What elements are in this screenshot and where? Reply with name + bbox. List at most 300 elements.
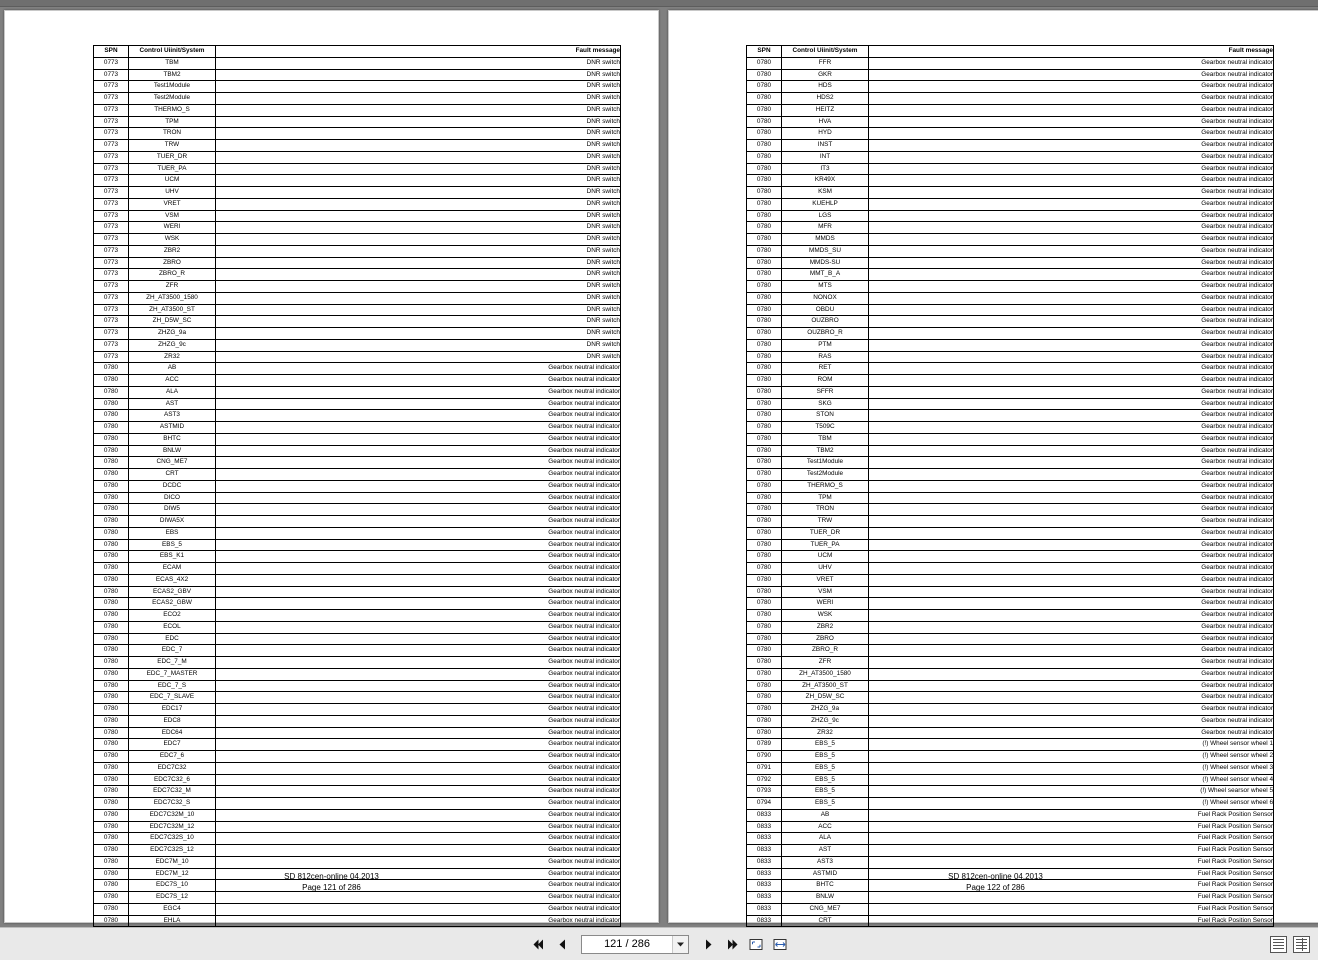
cell-fault-message: (!) Wheel sensor wheel 3 [869,762,1274,774]
table-row [747,234,1274,246]
cell-fault-message: Gearbox neutral indicator [216,680,621,692]
cell-control-unit: EDC64 [129,727,216,739]
cell-fault-message: Gearbox neutral indicator [869,610,1274,622]
table-row [94,798,621,810]
table-row [747,798,1274,810]
cell-control-unit: EDC7S_10 [129,880,216,892]
cell-spn: 0780 [747,445,782,457]
cell-fault-message: Gearbox neutral indicator [869,128,1274,140]
cell-control-unit: VRET [129,198,216,210]
cell-control-unit: TUER_PA [129,163,216,175]
first-page-button[interactable] [529,935,547,953]
cell-spn: 0780 [747,363,782,375]
header-control-unit: Control Uiinit/System [129,46,216,58]
cell-spn: 0780 [747,398,782,410]
cell-fault-message: Gearbox neutral indicator [869,410,1274,422]
table-header-row [94,46,621,58]
cell-control-unit: INST [782,140,869,152]
cell-fault-message: Gearbox neutral indicator [869,621,1274,633]
table-row [94,856,621,868]
cell-spn: 0780 [747,257,782,269]
cell-spn: 0780 [747,245,782,257]
cell-fault-message: Gearbox neutral indicator [216,480,621,492]
table-row [94,198,621,210]
cell-spn: 0780 [94,880,129,892]
cell-control-unit: ZHZG_9c [129,339,216,351]
cell-fault-message: DNR switch [216,304,621,316]
next-page-button[interactable] [699,935,717,953]
fit-width-icon [773,938,788,951]
cell-fault-message: Fuel Rack Position Sensor [869,809,1274,821]
cell-spn: 0780 [747,680,782,692]
table-row [94,539,621,551]
cell-fault-message: Gearbox neutral indicator [869,680,1274,692]
cell-spn: 0780 [94,798,129,810]
table-row [94,774,621,786]
table-row [94,175,621,187]
cell-control-unit: ZHZG_9c [782,715,869,727]
cell-control-unit: ZH_AT3500_1580 [129,292,216,304]
table-row [747,668,1274,680]
cell-spn: 0780 [747,163,782,175]
cell-control-unit: GKR [782,69,869,81]
cell-fault-message: DNR switch [216,257,621,269]
cell-spn: 0773 [94,57,129,69]
cell-spn: 0780 [747,645,782,657]
table-row [94,704,621,716]
fault-table-right [746,45,1274,951]
table-row [747,903,1274,915]
fault-table-left-wrapper [93,45,621,951]
cell-spn: 0780 [94,610,129,622]
table-row [747,422,1274,434]
table-row [94,586,621,598]
table-row [747,621,1274,633]
cell-control-unit: EHLA [129,915,216,927]
cell-spn: 0780 [94,704,129,716]
table-row [94,93,621,105]
cell-fault-message: Fuel Rack Position Sensor [869,880,1274,892]
cell-spn: 0780 [747,598,782,610]
cell-fault-message: Gearbox neutral indicator [869,116,1274,128]
cell-control-unit: ZBRO_R [129,269,216,281]
cell-fault-message: DNR switch [216,210,621,222]
cell-spn: 0780 [747,668,782,680]
cell-control-unit: MTS [782,281,869,293]
table-row [747,915,1274,927]
cell-fault-message: Gearbox neutral indicator [216,633,621,645]
cell-spn: 0780 [747,269,782,281]
cell-fault-message: Gearbox neutral indicator [869,245,1274,257]
table-row [94,657,621,669]
table-row [747,821,1274,833]
page-right-footer [669,872,1318,894]
cell-control-unit: EBS [129,527,216,539]
cell-fault-message: Gearbox neutral indicator [869,527,1274,539]
cell-fault-message: Gearbox neutral indicator [869,351,1274,363]
cell-control-unit: EDC7M_12 [129,868,216,880]
cell-spn: 0780 [94,645,129,657]
cell-control-unit: KSM [782,187,869,199]
table-row [94,304,621,316]
cell-spn: 0780 [747,492,782,504]
cell-control-unit: Test1Module [782,457,869,469]
table-row [94,469,621,481]
cell-control-unit: TRON [129,128,216,140]
cell-spn: 0780 [747,410,782,422]
cell-fault-message: Fuel Rack Position Sensor [869,868,1274,880]
cell-fault-message: Gearbox neutral indicator [216,892,621,904]
cell-control-unit: EDC [129,633,216,645]
table-row [94,222,621,234]
cell-fault-message: Gearbox neutral indicator [216,845,621,857]
page-dropdown-button[interactable] [672,936,688,953]
cell-fault-message: DNR switch [216,140,621,152]
table-row [94,351,621,363]
cell-control-unit: EDC7_6 [129,751,216,763]
cell-spn: 0833 [747,821,782,833]
dual-page-view-icon[interactable] [1293,936,1310,953]
table-row [747,457,1274,469]
table-row [94,516,621,528]
cell-fault-message: Gearbox neutral indicator [869,339,1274,351]
cell-control-unit: EBS_5 [782,762,869,774]
cell-fault-message: DNR switch [216,187,621,199]
cell-spn: 0780 [747,93,782,105]
cell-spn: 0780 [94,445,129,457]
cell-fault-message: Gearbox neutral indicator [216,692,621,704]
table-row [747,598,1274,610]
cell-fault-message: Gearbox neutral indicator [216,433,621,445]
cell-control-unit: ACC [129,375,216,387]
cell-spn: 0780 [747,563,782,575]
cell-control-unit: EDC7C32_M [129,786,216,798]
cell-spn: 0780 [747,175,782,187]
cell-fault-message: DNR switch [216,128,621,140]
cell-control-unit: EDC7M_10 [129,856,216,868]
table-row [747,786,1274,798]
page-number-box[interactable] [581,935,689,954]
cell-fault-message: DNR switch [216,245,621,257]
cell-spn: 0773 [94,281,129,293]
cell-fault-message: DNR switch [216,93,621,105]
cell-spn: 0773 [94,104,129,116]
cell-spn: 0780 [747,457,782,469]
cell-control-unit: EDC_7_SLAVE [129,692,216,704]
cell-control-unit: EDC17 [129,704,216,716]
cell-control-unit: ZH_AT3500_1580 [782,668,869,680]
cell-spn: 0780 [94,539,129,551]
cell-spn: 0780 [747,304,782,316]
table-row [747,375,1274,387]
cell-spn: 0780 [94,398,129,410]
table-row [94,328,621,340]
cell-fault-message: Gearbox neutral indicator [869,586,1274,598]
cell-fault-message: Gearbox neutral indicator [869,551,1274,563]
table-row [94,375,621,387]
table-row [747,210,1274,222]
table-row [94,645,621,657]
table-row [94,751,621,763]
cell-control-unit: ECAS2_GBW [129,598,216,610]
cell-fault-message: Gearbox neutral indicator [216,386,621,398]
cell-control-unit: HEITZ [782,104,869,116]
cell-spn: 0780 [94,786,129,798]
cell-control-unit: ZBR2 [782,621,869,633]
cell-control-unit: AST [782,845,869,857]
cell-fault-message: DNR switch [216,81,621,93]
cell-fault-message: (!) Wheel sensor wheel 2 [869,751,1274,763]
cell-control-unit: ZBRO_R [782,645,869,657]
cell-spn: 0780 [747,187,782,199]
cell-fault-message: Gearbox neutral indicator [216,833,621,845]
cell-control-unit: TUER_DR [782,527,869,539]
footer-doc-id: SD 812cen-online 04.2013 [284,872,379,882]
cell-spn: 0780 [747,128,782,140]
cell-control-unit: VSM [782,586,869,598]
table-row [747,445,1274,457]
cell-fault-message: DNR switch [216,57,621,69]
cell-control-unit: TBM [129,57,216,69]
table-row [747,610,1274,622]
pdf-page-right[interactable] [668,10,1318,923]
cell-fault-message: Gearbox neutral indicator [216,586,621,598]
cell-fault-message: Gearbox neutral indicator [869,539,1274,551]
cell-spn: 0780 [747,57,782,69]
table-row [94,680,621,692]
table-row [94,762,621,774]
fit-page-icon [749,938,764,951]
cell-spn: 0780 [747,386,782,398]
table-row [94,480,621,492]
single-page-view-icon[interactable] [1270,936,1287,953]
cell-spn: 0780 [747,527,782,539]
cell-control-unit: THERMO_S [782,480,869,492]
table-row [747,516,1274,528]
cell-control-unit: SKG [782,398,869,410]
cell-spn: 0780 [747,222,782,234]
cell-fault-message: Gearbox neutral indicator [869,363,1274,375]
cell-fault-message: Gearbox neutral indicator [869,187,1274,199]
table-row [94,104,621,116]
table-row [94,551,621,563]
table-row [94,187,621,199]
cell-fault-message: Gearbox neutral indicator [869,104,1274,116]
cell-fault-message: Gearbox neutral indicator [216,375,621,387]
cell-fault-message: DNR switch [216,281,621,293]
cell-spn: 0780 [747,328,782,340]
cell-fault-message: Gearbox neutral indicator [869,574,1274,586]
table-row [747,140,1274,152]
table-row [747,163,1274,175]
cell-fault-message: Gearbox neutral indicator [216,762,621,774]
cell-spn: 0773 [94,163,129,175]
table-row [747,328,1274,340]
cell-spn: 0793 [747,786,782,798]
cell-control-unit: ECAM [129,563,216,575]
cell-control-unit: EDC7C32M_10 [129,809,216,821]
cell-control-unit: LGS [782,210,869,222]
cell-control-unit: CRT [782,915,869,927]
table-row [747,93,1274,105]
cell-spn: 0780 [94,504,129,516]
cell-spn: 0780 [94,692,129,704]
table-row [94,257,621,269]
cell-fault-message: Gearbox neutral indicator [216,856,621,868]
cell-control-unit: EBS_5 [782,798,869,810]
cell-fault-message: Gearbox neutral indicator [216,798,621,810]
cell-spn: 0833 [747,868,782,880]
cell-spn: 0773 [94,269,129,281]
table-row [94,151,621,163]
table-row [94,739,621,751]
pdf-page-left[interactable] [4,10,659,923]
cell-control-unit: MMDS [782,234,869,246]
cell-fault-message: Gearbox neutral indicator [216,398,621,410]
cell-spn: 0780 [94,386,129,398]
cell-fault-message: Gearbox neutral indicator [869,69,1274,81]
cell-fault-message: DNR switch [216,316,621,328]
cell-control-unit: KR49X [782,175,869,187]
table-row [747,398,1274,410]
cell-fault-message: Gearbox neutral indicator [216,715,621,727]
cell-fault-message: Gearbox neutral indicator [869,151,1274,163]
cell-control-unit: EDC7S_12 [129,892,216,904]
table-row [747,269,1274,281]
table-row [747,856,1274,868]
cell-spn: 0780 [94,727,129,739]
cell-fault-message: Gearbox neutral indicator [216,457,621,469]
cell-spn: 0780 [94,492,129,504]
table-row [747,774,1274,786]
previous-page-button[interactable] [553,935,571,953]
cell-spn: 0780 [747,351,782,363]
table-row [747,727,1274,739]
cell-spn: 0780 [94,433,129,445]
cell-fault-message: Gearbox neutral indicator [216,915,621,927]
cell-spn: 0780 [747,81,782,93]
cell-control-unit: MFR [782,222,869,234]
cell-spn: 0773 [94,316,129,328]
cell-fault-message: Gearbox neutral indicator [869,492,1274,504]
cell-spn: 0773 [94,222,129,234]
fit-page-button[interactable] [747,935,765,953]
table-row [747,433,1274,445]
last-page-button[interactable] [723,935,741,953]
table-row [94,363,621,375]
cell-fault-message: Gearbox neutral indicator [216,657,621,669]
cell-control-unit: IT3 [782,163,869,175]
table-row [747,751,1274,763]
cell-control-unit: CRT [129,469,216,481]
cell-fault-message: (!) Wheel sensor wheel 1 [869,739,1274,751]
table-row [747,563,1274,575]
cell-spn: 0780 [747,516,782,528]
table-row [94,245,621,257]
table-row [94,422,621,434]
cell-fault-message: Gearbox neutral indicator [869,516,1274,528]
table-row [747,128,1274,140]
cell-fault-message: Gearbox neutral indicator [869,598,1274,610]
cell-fault-message: Gearbox neutral indicator [869,140,1274,152]
cell-fault-message: Gearbox neutral indicator [869,657,1274,669]
cell-fault-message: Gearbox neutral indicator [216,751,621,763]
cell-control-unit: EDC7C32M_12 [129,821,216,833]
table-row [94,786,621,798]
cell-control-unit: EDC7C32_S [129,798,216,810]
cell-fault-message: Gearbox neutral indicator [869,504,1274,516]
cell-fault-message: Gearbox neutral indicator [869,422,1274,434]
table-row [747,386,1274,398]
cell-control-unit: TRW [782,516,869,528]
cell-spn: 0780 [94,892,129,904]
cell-fault-message: Gearbox neutral indicator [869,210,1274,222]
cell-fault-message: DNR switch [216,151,621,163]
cell-fault-message: Gearbox neutral indicator [216,668,621,680]
cell-fault-message: Gearbox neutral indicator [869,175,1274,187]
cell-control-unit: INT [782,151,869,163]
cell-fault-message: Gearbox neutral indicator [216,645,621,657]
cell-fault-message: Gearbox neutral indicator [216,880,621,892]
cell-control-unit: EDC_7_M [129,657,216,669]
cell-fault-message: Gearbox neutral indicator [869,480,1274,492]
cell-spn: 0780 [747,633,782,645]
cell-control-unit: EDC7C32_6 [129,774,216,786]
cell-control-unit: MMDS-SU [782,257,869,269]
page-number-input[interactable] [582,936,672,953]
cell-fault-message: Fuel Rack Position Sensor [869,903,1274,915]
chevron-down-icon [677,942,684,947]
cell-control-unit: ZH_AT3500_ST [782,680,869,692]
cell-control-unit: VRET [782,574,869,586]
cell-fault-message: DNR switch [216,69,621,81]
table-row [747,410,1274,422]
cell-fault-message: DNR switch [216,339,621,351]
cell-fault-message: Gearbox neutral indicator [216,727,621,739]
cell-spn: 0780 [94,657,129,669]
fit-width-button[interactable] [771,935,789,953]
cell-control-unit: DICO [129,492,216,504]
cell-spn: 0780 [94,363,129,375]
cell-spn: 0780 [747,281,782,293]
cell-control-unit: RET [782,363,869,375]
cell-fault-message: DNR switch [216,198,621,210]
cell-spn: 0780 [94,903,129,915]
cell-spn: 0780 [747,657,782,669]
footer-page-number: Page 121 of 286 [302,883,361,893]
cell-spn: 0780 [94,551,129,563]
cell-control-unit: HYD [782,128,869,140]
cell-fault-message: Gearbox neutral indicator [216,868,621,880]
cell-control-unit: ZH_AT3500_ST [129,304,216,316]
table-row [747,833,1274,845]
cell-spn: 0790 [747,751,782,763]
cell-spn: 0780 [747,704,782,716]
cell-fault-message: Gearbox neutral indicator [216,504,621,516]
pdf-pages-area[interactable] [0,6,1318,928]
cell-spn: 0780 [94,915,129,927]
table-row [747,551,1274,563]
table-row [94,210,621,222]
cell-fault-message: Gearbox neutral indicator [869,704,1274,716]
cell-fault-message: Gearbox neutral indicator [869,222,1274,234]
cell-control-unit: EBS_K1 [129,551,216,563]
cell-spn: 0780 [94,527,129,539]
table-row [747,657,1274,669]
cell-spn: 0780 [747,375,782,387]
table-row [747,339,1274,351]
cell-fault-message: Gearbox neutral indicator [216,363,621,375]
